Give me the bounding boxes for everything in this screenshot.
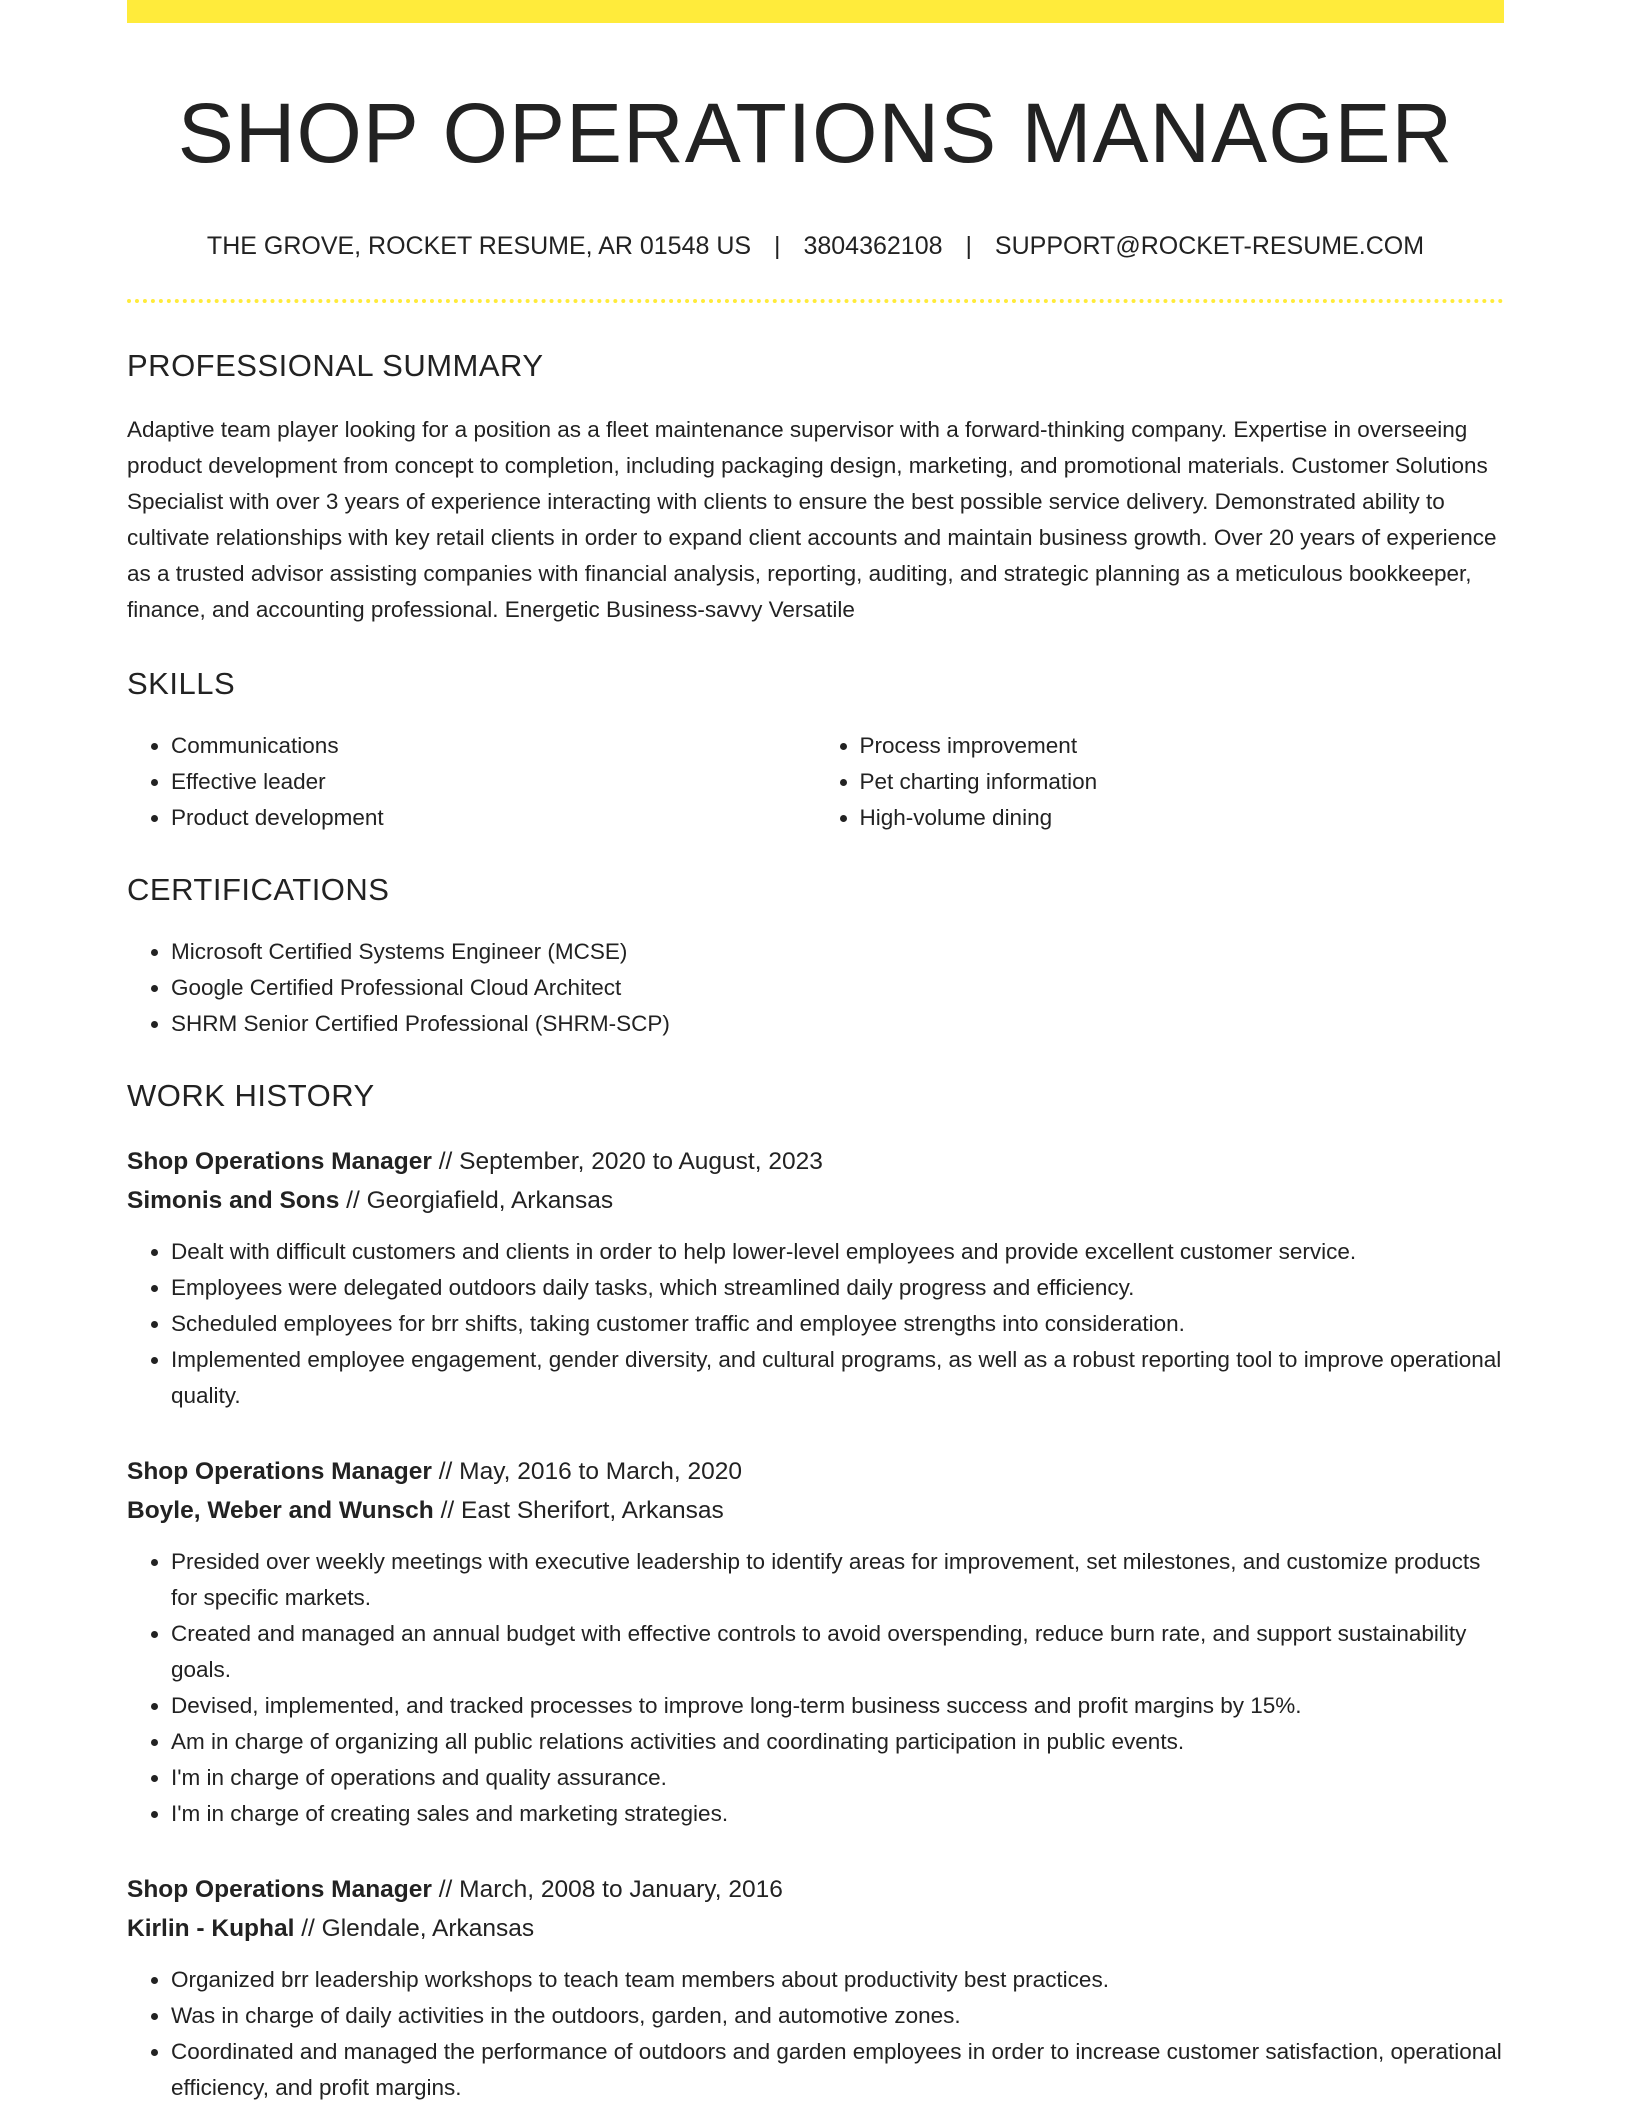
certification-item: • SHRM Senior Certified Professional (SHRM-SCP) (171, 1006, 1504, 1042)
job-company-line (127, 1491, 1504, 1530)
contact-email: SUPPORT@ROCKET-RESUME.COM (994, 231, 1425, 260)
job-bullets (127, 1234, 1504, 1414)
job-role: Shop Operations Manager (127, 1147, 432, 1175)
job-title-line (127, 1870, 1504, 1909)
job-bullets (127, 1962, 1504, 2106)
job-entry (127, 1142, 1504, 1414)
job-dates: // March, 2008 to January, 2016 (431, 1875, 783, 1903)
job-bullet: • Created and managed an annual budget with effective controls to avoid overspending, reduce burn rate, and support sustainability goals. (171, 1616, 1504, 1688)
job-bullet: • Employees were delegated outdoors daily tasks, which streamlined daily progress and efficiency. (171, 1270, 1504, 1306)
job-bullet: • Dealt with difficult customers and clients in order to help lower-level employees and provide excellent customer service. (171, 1234, 1504, 1270)
summary-text: Adaptive team player looking for a position as a fleet maintenance supervisor with a forward-thinking company. Expertise in overseeing product development from concept to completion, including packaging design, marketing, and promotional materials. Customer Solutions Specialist with over 3 years of experience interacting with clients to ensure the best possible service delivery. Demonstrated ability to cultivate relationships with key retail clients in order to expand client accounts and maintain business growth. Over 20 years of experience as a trusted advisor assisting companies with financial analysis, reporting, auditing, and strategic planning as a meticulous bookkeeper, finance, and accounting professional. Energetic Business-savvy Versatile (127, 416, 1497, 622)
certifications-list (127, 934, 1504, 1042)
job-location: // Georgiafield, Arkansas (339, 1186, 614, 1214)
certifications-heading: CERTIFICATIONS (127, 871, 390, 907)
skill-item: • Product development (171, 800, 816, 836)
skill-item: • Process improvement (860, 728, 1505, 764)
job-title-line (127, 1142, 1504, 1181)
work-history-heading: WORK HISTORY (127, 1077, 375, 1113)
dotted-divider (127, 299, 1504, 303)
contact-phone: 3804362108 (803, 231, 943, 260)
job-bullet: • Organized brr leadership workshops to teach team members about productivity best practices. (171, 1962, 1504, 1998)
resume-page (127, 0, 1504, 2106)
job-dates: // September, 2020 to August, 2023 (431, 1147, 823, 1175)
job-bullet: • Was in charge of daily activities in the outdoors, garden, and automotive zones. (171, 1998, 1504, 2034)
job-bullets (127, 1544, 1504, 1832)
job-bullet: • Coordinated and managed the performance of outdoors and garden employees in order to increase customer satisfaction, operational efficiency, and profit margins. (171, 2034, 1504, 2106)
job-company: Simonis and Sons (127, 1186, 340, 1214)
skills-column-right (816, 728, 1505, 836)
job-bullet: • Implemented employee engagement, gender diversity, and cultural programs, as well as a robust reporting tool to improve operational quality. (171, 1342, 1504, 1414)
contact-line (127, 232, 1504, 261)
skills-grid (127, 728, 1504, 836)
job-company: Boyle, Weber and Wunsch (127, 1496, 434, 1524)
resume-name: SHOP OPERATIONS MANAGER (177, 86, 1454, 180)
contact-address: THE GROVE, ROCKET RESUME, AR 01548 US (206, 231, 752, 260)
job-entry (127, 1452, 1504, 1832)
skill-item: • Pet charting information (860, 764, 1505, 800)
job-company-line (127, 1909, 1504, 1948)
skill-item: • Communications (171, 728, 816, 764)
job-location: // East Sherifort, Arkansas (433, 1496, 724, 1524)
job-bullet: • I'm in charge of operations and quality assurance. (171, 1760, 1504, 1796)
job-company-line (127, 1181, 1504, 1220)
job-dates: // May, 2016 to March, 2020 (431, 1457, 742, 1485)
job-bullet: • I'm in charge of creating sales and marketing strategies. (171, 1796, 1504, 1832)
job-entry (127, 1870, 1504, 2106)
job-bullet: • Scheduled employees for brr shifts, taking customer traffic and employee strengths into consideration. (171, 1306, 1504, 1342)
job-bullet: • Devised, implemented, and tracked processes to improve long-term business success and profit margins by 15%. (171, 1688, 1504, 1724)
skill-item: • Effective leader (171, 764, 816, 800)
summary-heading: PROFESSIONAL SUMMARY (127, 347, 544, 383)
certification-item: • Microsoft Certified Systems Engineer (MCSE) (171, 934, 1504, 970)
skills-heading: SKILLS (127, 665, 236, 701)
job-role: Shop Operations Manager (127, 1875, 432, 1903)
job-role: Shop Operations Manager (127, 1457, 432, 1485)
skill-item: • High-volume dining (860, 800, 1505, 836)
job-company: Kirlin - Kuphal (127, 1914, 295, 1942)
contact-separator: | (965, 231, 972, 260)
certification-item: • Google Certified Professional Cloud Architect (171, 970, 1504, 1006)
accent-top-bar (127, 0, 1504, 23)
job-location: // Glendale, Arkansas (294, 1914, 535, 1942)
skills-column-left (127, 728, 816, 836)
job-bullet: • Am in charge of organizing all public relations activities and coordinating participation in public events. (171, 1724, 1504, 1760)
contact-separator: | (774, 231, 781, 260)
job-title-line (127, 1452, 1504, 1491)
job-bullet: • Presided over weekly meetings with executive leadership to identify areas for improvement, set milestones, and customize products for specific markets. (171, 1544, 1504, 1616)
